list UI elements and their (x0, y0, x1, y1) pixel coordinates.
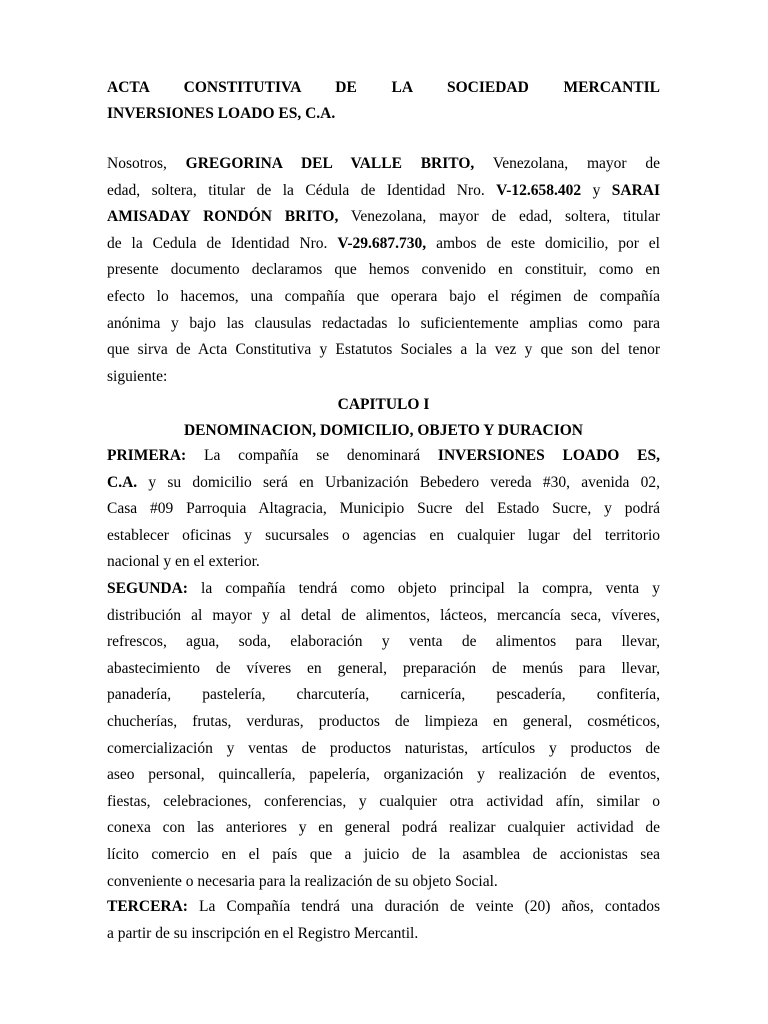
title-line-1: ACTA CONSTITUTIVA DE LA SOCIEDAD MERCANTIL (107, 79, 660, 96)
intro-paragraph (107, 151, 660, 390)
text-line: PRIMERA: La compañía se denominará INVERSIONES LOADO ES, (107, 447, 660, 464)
text-line: abastecimiento de víveres en general, preparación de menús para llevar, (107, 659, 660, 677)
clause-segunda (107, 576, 660, 895)
text-line: a partir de su inscripción en el Registro Mercantil. (107, 924, 419, 942)
text-line: lícito comercio en el país que a juicio de la asamblea de accionistas sea (107, 845, 660, 863)
text-line: TERCERA: La Compañía tendrá una duración de veinte (20) años, contados (107, 898, 660, 915)
text-line: presente documento declaramos que hemos convenido en constituir, como en (107, 261, 660, 279)
text-line: comercialización y ventas de productos naturistas, artículos y productos de (107, 739, 660, 757)
text-line: siguiente: (107, 367, 168, 385)
text-line: conveniente o necesaria para la realización de su objeto Social. (107, 872, 498, 890)
document-title (107, 75, 660, 127)
clause-tercera (107, 894, 660, 947)
text-line: establecer oficinas y sucursales o agencias en cualquier lugar del territorio (107, 526, 660, 544)
chapter-number: CAPITULO I (337, 396, 430, 413)
text-line: edad, soltera, titular de la Cédula de Identidad Nro. V-12.658.402 y SARAI (107, 181, 660, 199)
text-line: refrescos, agua, soda, elaboración y venta de alimentos para llevar, (107, 633, 660, 651)
text-line: distribución al mayor y al detal de alimentos, lácteos, mercancía seca, víveres, (107, 606, 660, 624)
clause-primera (107, 443, 660, 576)
text-line: C.A. y su domicilio será en Urbanización Bebedero vereda #30, avenida 02, (107, 473, 660, 491)
chapter-heading: DENOMINACION, DOMICILIO, OBJETO Y DURACION (183, 422, 583, 439)
text-line: SEGUNDA: la compañía tendrá como objeto principal la compra, venta y (107, 580, 660, 597)
text-line: que sirva de Acta Constitutiva y Estatutos Sociales a la vez y que son del tenor (107, 341, 660, 359)
text-line: conexa con las anteriores y en general podrá realizar cualquier actividad de (107, 819, 660, 837)
text-line: fiestas, celebraciones, conferencias, y cualquier otra actividad afín, similar o (107, 792, 660, 810)
text-line: Nosotros, GREGORINA DEL VALLE BRITO, Venezolana, mayor de (107, 155, 660, 172)
text-line: anónima y bajo las clausulas redactadas lo suficientemente amplias como para (107, 314, 660, 332)
text-line: nacional y en el exterior. (107, 553, 260, 571)
text-line: chucherías, frutas, verduras, productos de limpieza en general, cosméticos, (107, 712, 660, 730)
title-line-2: INVERSIONES LOADO ES, C.A. (107, 105, 336, 122)
text-line: panadería, pastelería, charcutería, carnicería, pescadería, confitería, (107, 686, 660, 704)
text-line: AMISADAY RONDÓN BRITO, Venezolana, mayor de edad, soltera, titular (107, 208, 660, 226)
text-line: aseo personal, quincallería, papelería, organización y realización de eventos, (107, 766, 660, 784)
text-line: de la Cedula de Identidad Nro. V-29.687.730, ambos de este domicilio, por el (107, 234, 660, 252)
text-line: efecto lo hacemos, una compañía que operara bajo el régimen de compañía (107, 287, 660, 305)
text-line: Casa #09 Parroquia Altagracia, Municipio Sucre del Estado Sucre, y podrá (107, 500, 660, 518)
